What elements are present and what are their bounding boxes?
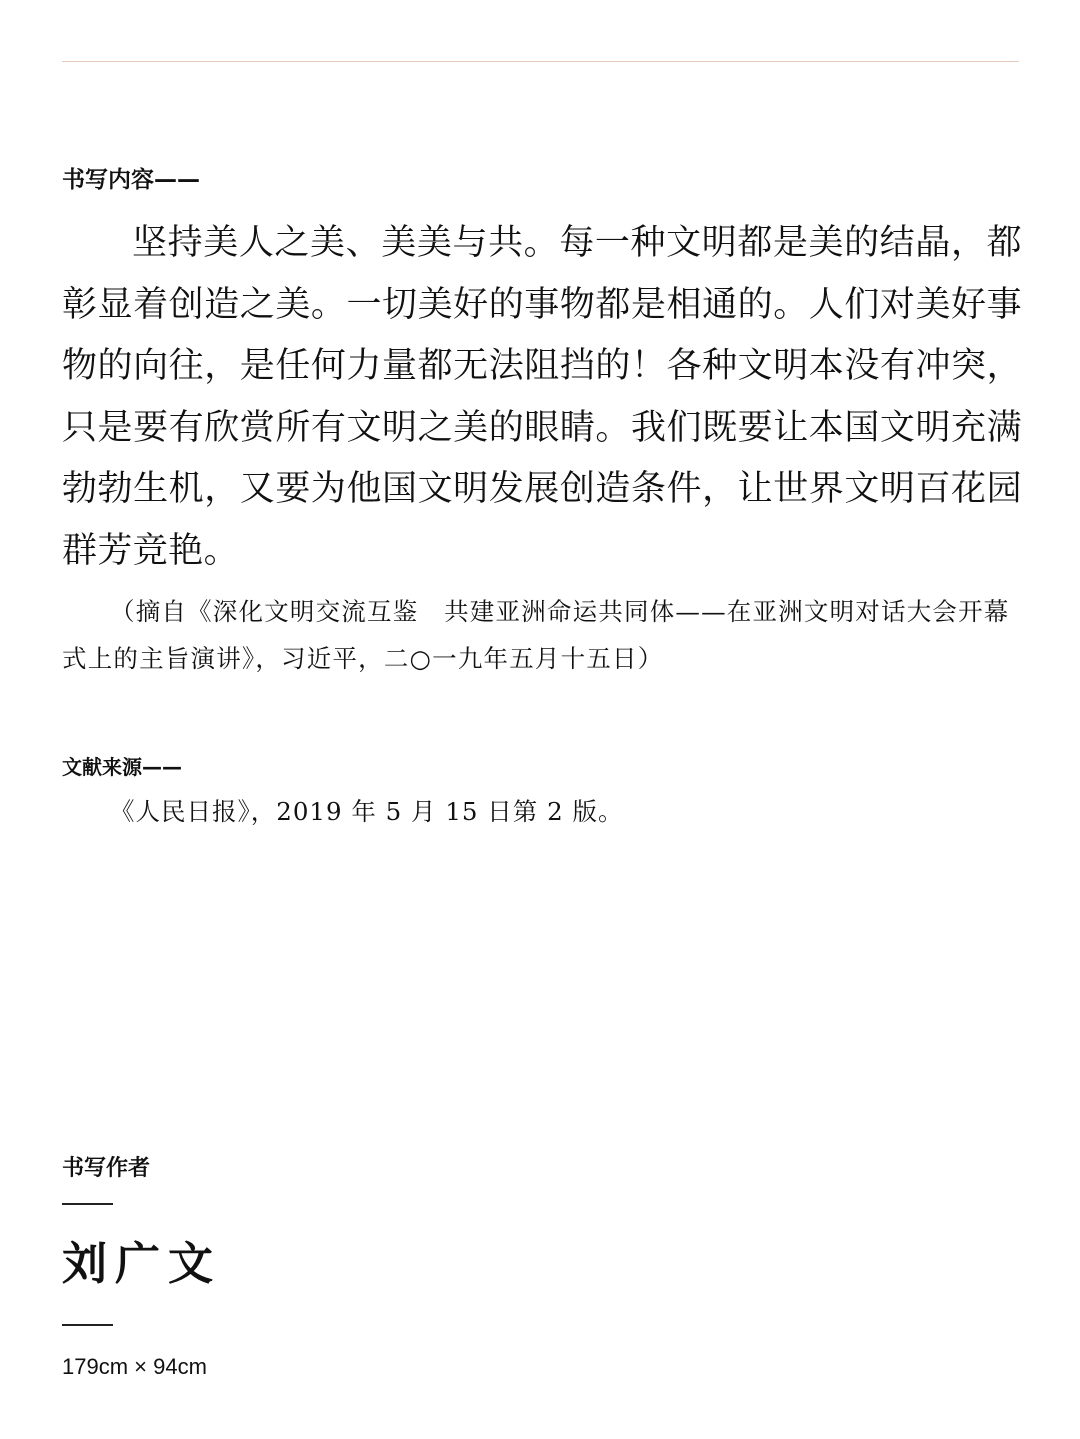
citation-text: （摘自《深化文明交流互鉴 共建亚洲命运共同体——在亚洲文明对话大会开幕式上的主旨演讲》，习近平，二○一九年五月十五日） (62, 597, 1010, 673)
author-section-label: 书写作者 (62, 1156, 151, 1181)
source-section-label: 文献来源—— (62, 755, 182, 779)
author-divider-bottom (62, 1324, 113, 1326)
artwork-dimensions: 179cm × 94cm (62, 1354, 207, 1379)
source-text: 《人民日报》，2019 年 5 月 15 日第 2 版。 (110, 797, 624, 826)
top-divider (62, 61, 1019, 62)
content-section-label: 书写内容—— (62, 167, 200, 193)
main-text: 坚持美人之美、美美与共。每一种文明都是美的结晶，都彰显着创造之美。一切美好的事物都是相通的。人们对美好事物的向往，是任何力量都无法阻挡的！各种文明本没有冲突，只是要有欣赏所有文明之美的眼睛。我们既要让本国文明充满勃勃生机，又要为他国文明发展创造条件，让世界文明百花园群芳竞艳。 (62, 223, 1022, 571)
author-divider-top (62, 1203, 113, 1205)
author-name: 刘广文 (62, 1237, 222, 1290)
